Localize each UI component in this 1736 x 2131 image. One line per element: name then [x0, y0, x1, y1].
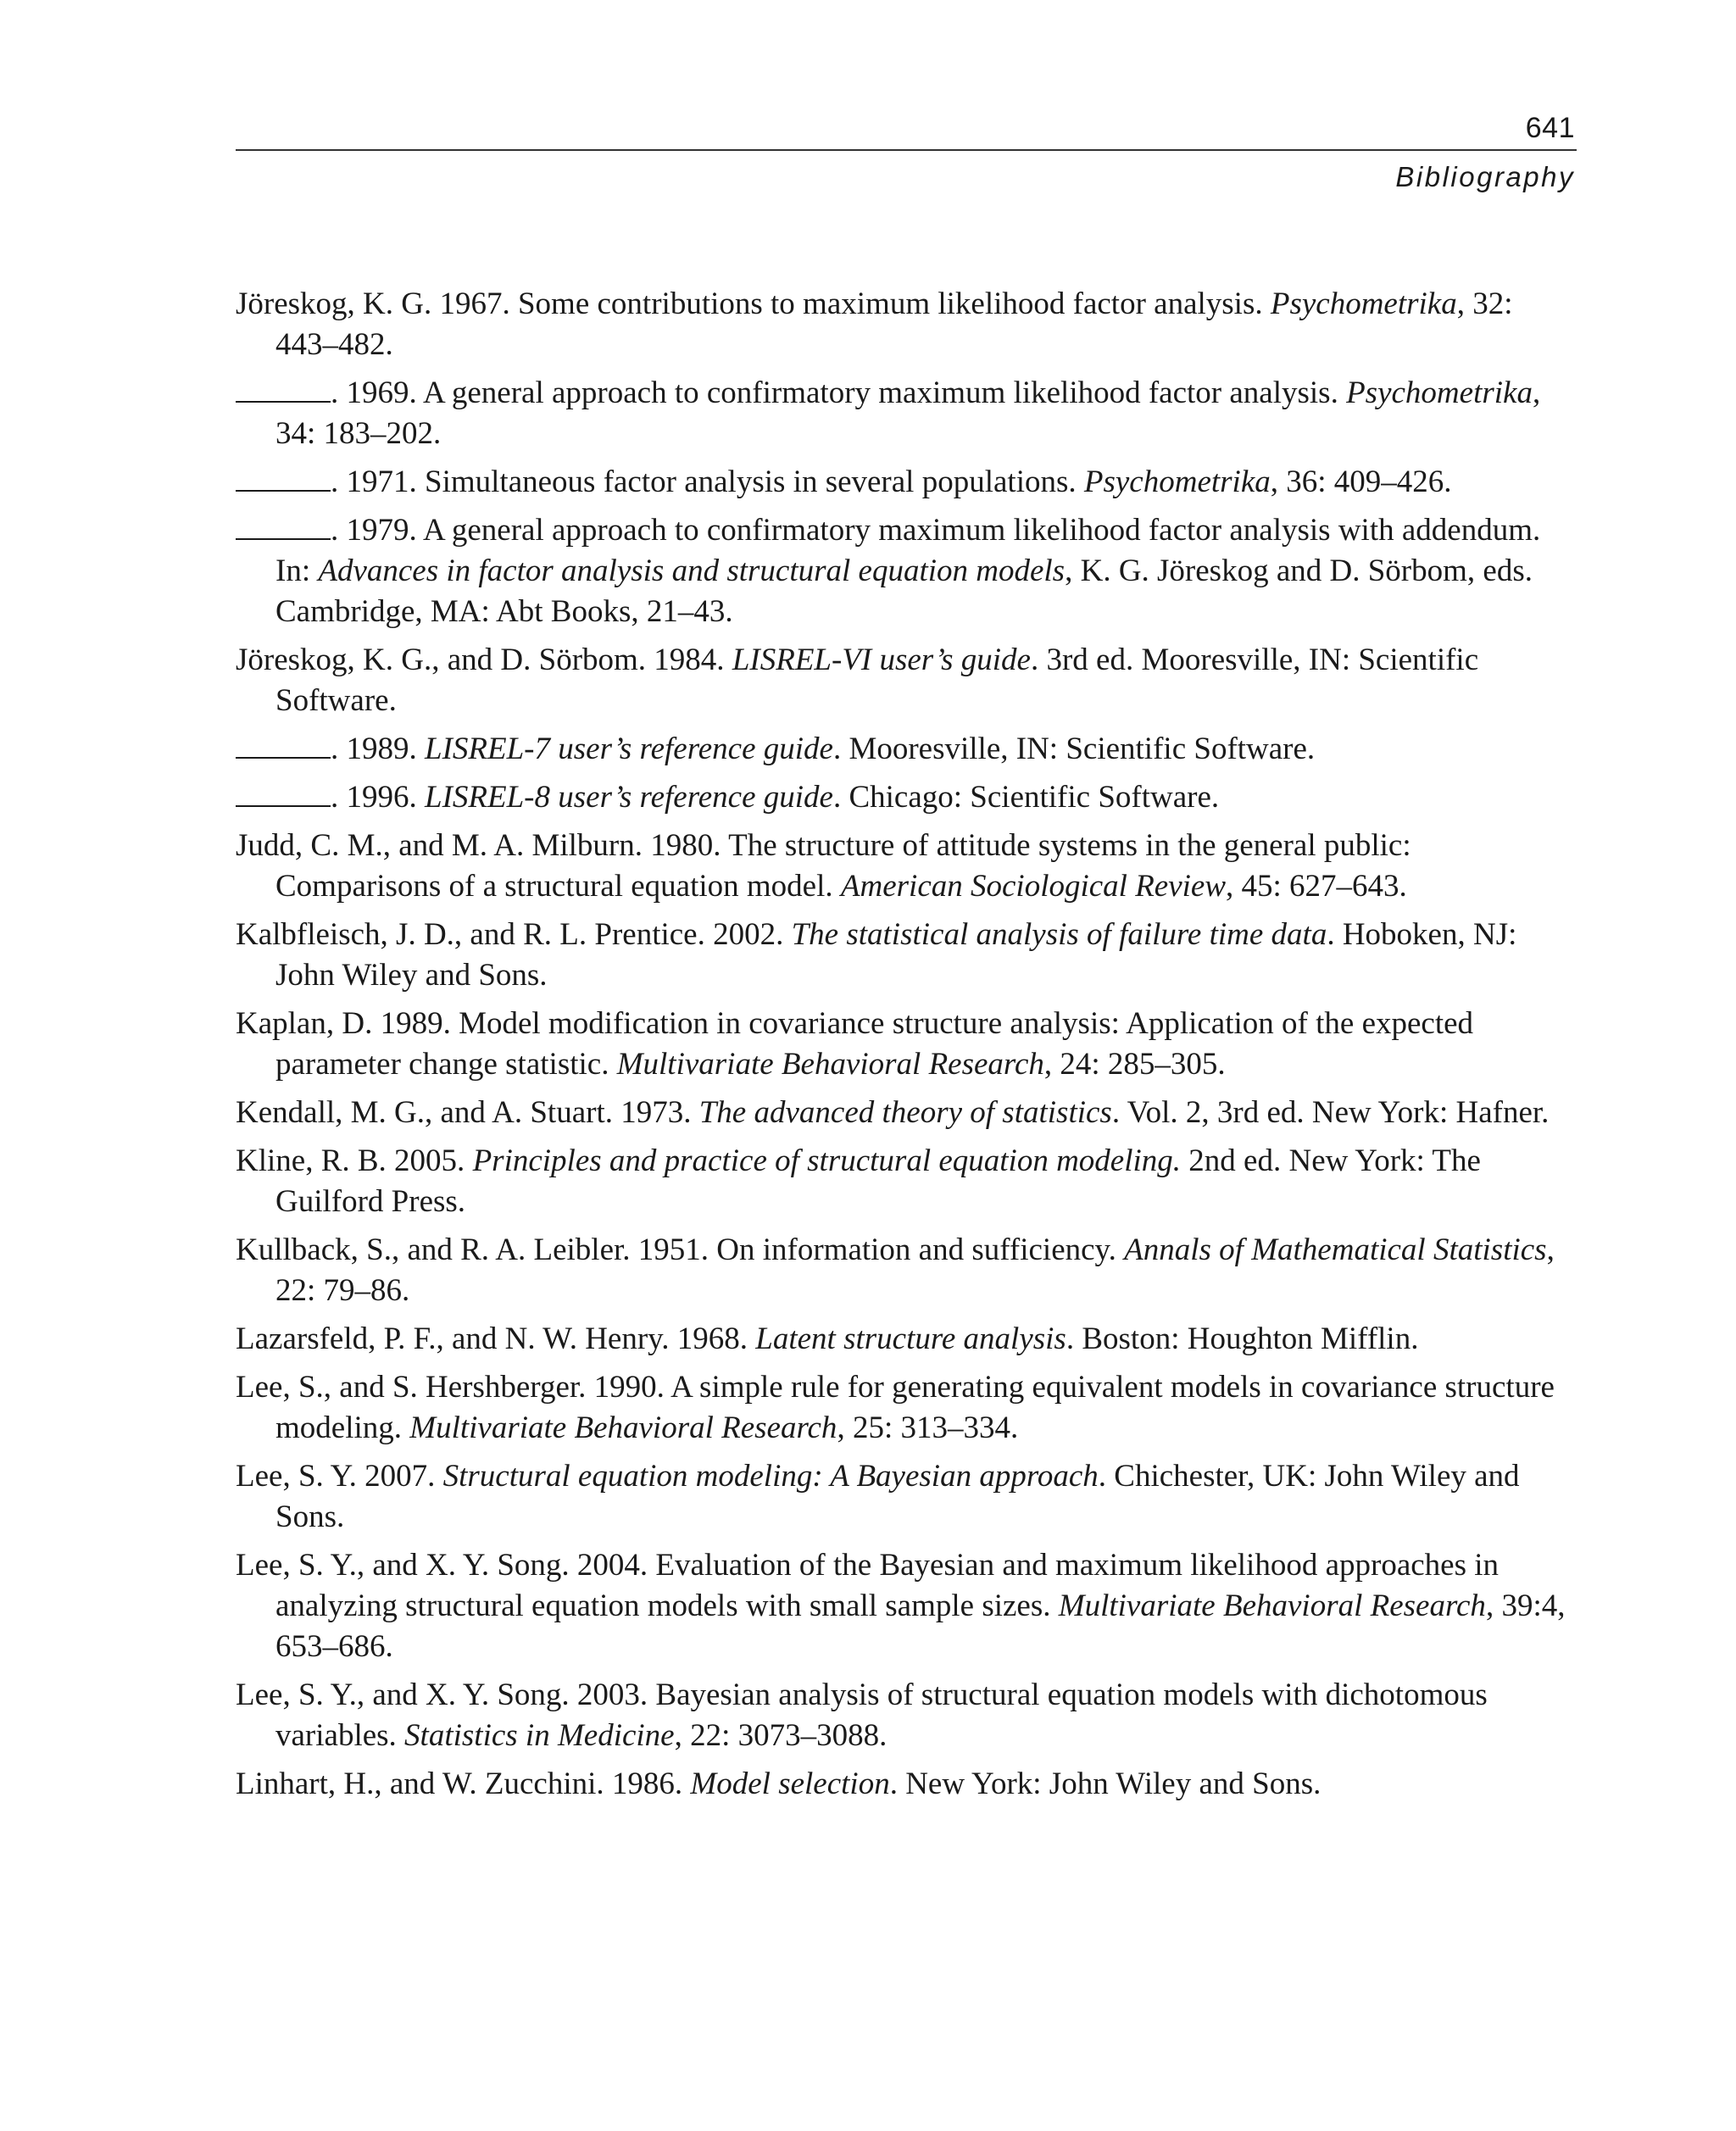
reference-source-title: Psychometrika — [1083, 465, 1271, 499]
reference-entry — [236, 640, 1577, 721]
reference-source-title: Latent structure analysis — [755, 1321, 1066, 1356]
reference-entry — [236, 462, 1577, 503]
reference-source-title: Multivariate Behavioral Research — [1058, 1589, 1486, 1623]
reference-details: 2nd ed. New York: The Guilford Press. — [275, 1143, 1481, 1219]
ditto-author-rule — [236, 735, 331, 759]
reference-details: . 3rd ed. Mooresville, IN: Scientific Software. — [275, 643, 1479, 718]
reference-text: . 1979. A general approach to confirmatory maximum likelihood factor analysis with addendum. In: — [275, 513, 1541, 588]
ditto-author-rule — [236, 468, 331, 492]
reference-details: , 34: 183–202. — [275, 376, 1541, 451]
reference-text: Jöreskog, K. G., and D. Sörbom. 1984. — [236, 643, 732, 677]
reference-details: . Mooresville, IN: Scientific Software. — [832, 732, 1316, 766]
reference-entry — [236, 1230, 1577, 1311]
reference-entry — [236, 915, 1577, 996]
reference-entry — [236, 826, 1577, 907]
reference-text: Lee, S. Y. 2007. — [236, 1459, 443, 1494]
page-number: 641 — [1525, 112, 1575, 144]
reference-text: . 1989. — [331, 732, 425, 766]
reference-text: Kendall, M. G., and A. Stuart. 1973. — [236, 1095, 699, 1130]
reference-entry — [236, 373, 1577, 454]
reference-text: Lazarsfeld, P. F., and N. W. Henry. 1968. — [236, 1321, 756, 1356]
reference-text: . 1971. Simultaneous factor analysis in several populations. — [331, 465, 1084, 499]
reference-source-title: Multivariate Behavioral Research — [616, 1047, 1044, 1082]
reference-source-title: Model selection — [690, 1767, 890, 1801]
ditto-author-rule — [236, 379, 331, 403]
reference-text: . 1996. — [331, 780, 425, 815]
reference-text: Kullback, S., and R. A. Leibler. 1951. On information and sufficiency. — [236, 1232, 1125, 1267]
reference-source-title: Psychometrika — [1270, 287, 1457, 321]
reference-source-title: LISREL-8 user’s reference guide — [425, 780, 833, 815]
reference-text: Judd, C. M., and M. A. Milburn. 1980. The structure of attitude systems in the general public: Comparisons of a structural equation model. — [236, 828, 1411, 904]
reference-source-title: Multivariate Behavioral Research — [409, 1410, 837, 1445]
reference-details: , 32: 443–482. — [275, 287, 1513, 362]
reference-text: Kline, R. B. 2005. — [236, 1143, 473, 1178]
reference-source-title: The advanced theory of statistics — [698, 1095, 1112, 1130]
reference-entry — [236, 1367, 1577, 1449]
reference-entry — [236, 284, 1577, 365]
reference-details: , 24: 285–305. — [1043, 1047, 1226, 1082]
reference-text: Linhart, H., and W. Zucchini. 1986. — [236, 1767, 691, 1801]
running-head: Bibliography — [1395, 161, 1575, 192]
reference-source-title: Structural equation modeling: A Bayesian approach — [442, 1459, 1099, 1494]
reference-entry — [236, 1141, 1577, 1222]
reference-entry — [236, 510, 1577, 632]
reference-details: . Hoboken, NJ: John Wiley and Sons. — [275, 917, 1517, 993]
reference-details: , 36: 409–426. — [1270, 465, 1452, 499]
reference-details: . New York: John Wiley and Sons. — [889, 1767, 1321, 1801]
reference-entry — [236, 777, 1577, 818]
reference-source-title: Psychometrika — [1346, 376, 1533, 410]
reference-source-title: Annals of Mathematical Statistics — [1124, 1232, 1547, 1267]
reference-text: Lee, S., and S. Hershberger. 1990. A simple rule for generating equivalent models in covariance structure modeling. — [236, 1370, 1555, 1445]
reference-text: Lee, S. Y., and X. Y. Song. 2004. Evaluation of the Bayesian and maximum likelihood approaches in analyzing structural equation models with small sample sizes. — [236, 1548, 1500, 1623]
reference-source-title: Statistics in Medicine — [404, 1718, 675, 1753]
reference-entry — [236, 1545, 1577, 1667]
reference-source-title: LISREL-7 user’s reference guide — [425, 732, 833, 766]
reference-text: Kaplan, D. 1989. Model modification in covariance structure analysis: Application of the expected parameter change statistic. — [236, 1006, 1474, 1082]
reference-entry — [236, 1675, 1577, 1756]
reference-details: , 39:4, 653–686. — [275, 1589, 1566, 1664]
reference-text: . 1969. A general approach to confirmatory maximum likelihood factor analysis. — [331, 376, 1347, 410]
reference-details: . Chichester, UK: John Wiley and Sons. — [275, 1459, 1520, 1534]
reference-details: , K. G. Jöreskog and D. Sörbom, eds. Cambridge, MA: Abt Books, 21–43. — [275, 554, 1533, 629]
reference-entry — [236, 729, 1577, 770]
reference-source-title: The statistical analysis of failure time data — [791, 917, 1327, 952]
reference-source-title: American Sociological Review — [840, 869, 1227, 904]
reference-details: , 45: 627–643. — [1226, 869, 1407, 904]
bibliography-list — [236, 284, 1577, 1812]
reference-text: Kalbfleisch, J. D., and R. L. Prentice. 2002. — [236, 917, 792, 952]
ditto-author-rule — [236, 516, 331, 540]
reference-text: Jöreskog, K. G. 1967. Some contributions to maximum likelihood factor analysis. — [236, 287, 1271, 321]
ditto-author-rule — [236, 783, 331, 807]
reference-entry — [236, 1319, 1577, 1360]
reference-details: . Vol. 2, 3rd ed. New York: Hafner. — [1111, 1095, 1550, 1130]
reference-details: , 22: 79–86. — [275, 1232, 1555, 1308]
reference-source-title: Principles and practice of structural equation modeling. — [472, 1143, 1182, 1178]
reference-entry — [236, 1004, 1577, 1085]
reference-source-title: Advances in factor analysis and structural equation models — [318, 554, 1066, 588]
reference-entry — [236, 1764, 1577, 1805]
reference-details: , 22: 3073–3088. — [674, 1718, 887, 1753]
reference-details: . Chicago: Scientific Software. — [832, 780, 1220, 815]
reference-entry — [236, 1093, 1577, 1133]
header-rule — [236, 149, 1577, 151]
reference-text: Lee, S. Y., and X. Y. Song. 2003. Bayesian analysis of structural equation models with dichotomous variables. — [236, 1678, 1488, 1753]
reference-entry — [236, 1456, 1577, 1538]
reference-details: . Boston: Houghton Mifflin. — [1066, 1321, 1419, 1356]
reference-details: , 25: 313–334. — [837, 1410, 1019, 1445]
reference-source-title: LISREL-VI user’s guide — [732, 643, 1031, 677]
